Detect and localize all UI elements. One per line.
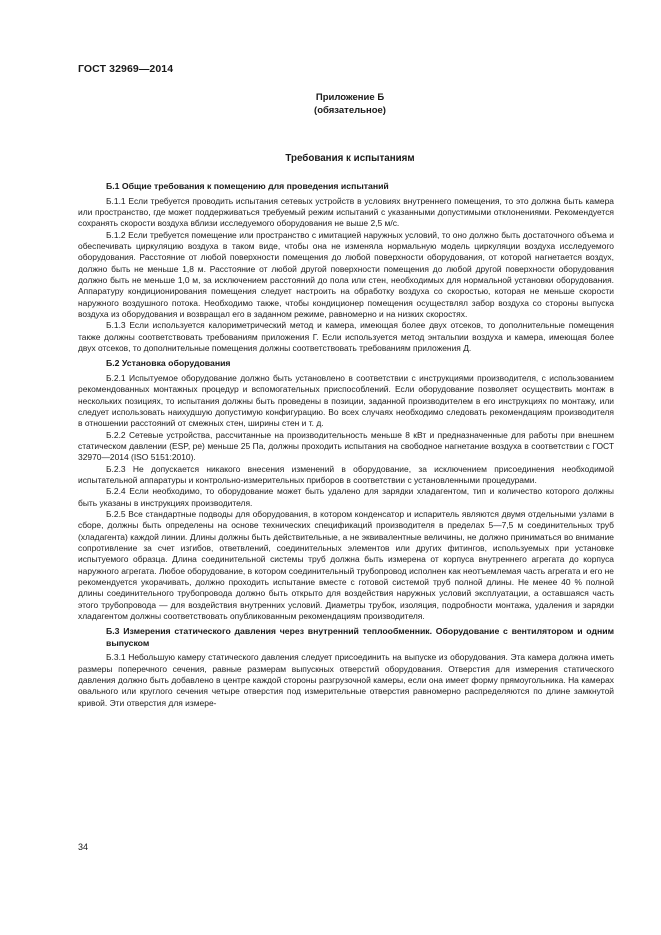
- appendix-heading: [200, 91, 500, 117]
- paragraph: Б.2.3 Не допускается никакого внесения изменений в оборудование, за исключением присоединения необходимой испытательной аппаратуры и контрольно-измерительных приборов в соответствии с установленными процедурами.: [78, 463, 614, 485]
- subsection-heading: Б.1 Общие требования к помещению для проведения испытаний: [106, 181, 389, 191]
- appendix-status: (обязательное): [314, 105, 386, 116]
- paragraph: Б.2.5 Все стандартные подводы для оборудования, в котором конденсатор и испаритель являются двумя отдельными узлами в сборе, должны быть определены на основе технических спецификаций производителя в пределах 5—7,5 м соединительных труб (хладагента) каждой линии. Длины должны быть действительные, а не эквивалентные величины, не должно приниматься во внимание сопротивление за счет изгибов, ответвлений, соединительных элементов или других фитингов, используемых при установке испытуемого образца. Длина соединительной системы труб должна быть измерена от корпуса внутреннего агрегата до корпуса наружного агрегата. Любое оборудование, в котором соединительный трубопровод исполнен как неотъемлемая часть агрегата и его не рекомендуется укорачивать, должно проходить испытание вместе с готовой системой труб полной длины. Не менее 40 % полной длины соединительного трубопровода должно быть открыто для воздействия наружных условий эксплуатации, а оставшаяся часть этого трубопровода — для воздействия внутренних условий. Диаметры трубок, изоляция, подробности монтажа, удаления и зарядки хладагентом должны соответствовать опубликованным рекомендациям производителя.: [78, 508, 614, 622]
- paragraph: Б.2.4 Если необходимо, то оборудование может быть удалено для зарядки хладагентом, тип и количество которого должны быть указаны в инструкциях производителя.: [78, 486, 614, 508]
- appendix-title: Приложение Б: [315, 92, 385, 103]
- page-number: 34: [78, 842, 89, 852]
- section-title: Требования к испытаниям: [285, 153, 415, 164]
- paragraph: Б.2.1 Испытуемое оборудование должно быть установлено в соответствии с инструкциями производителя, с использованием рекомендованных монтажных процедур и вспомогательных приспособлений. Если оборудование позволяет осуществить монтаж в нескольких позициях, то испытания должны быть проведены в позиции, заданной производителем в его инструкциях по монтажу, или следует использовать наихудшую допустимую конфигурацию. Во всех случаях необходимо следовать рекомендациям производителя в отношении расстояний от смежных стен, ширины стен и т. д.: [78, 372, 614, 429]
- paragraph: Б.3.1 Небольшую камеру статического давления следует присоединить на выпуске из оборудования. Эта камера должна иметь размеры поперечного сечения, равные размерам выпускных отверстий оборудования. Отверстия для измерения статического давления должно быть добавлено в центре каждой стороны разгрузочной камеры, если она имеет форму прямоугольника. На камерах овального или круглого сечения четыре отверстия под измерительные отверстия равномерно распределяются по длине замкнутой кривой. Эти отверстия для измере-: [78, 652, 614, 708]
- subsection-heading: Б.3 Измерения статического давления через внутренний теплообменник. Оборудование с вентилятором и одним выпуском: [106, 626, 614, 648]
- document-code: ГОСТ 32969—2014: [78, 63, 174, 75]
- paragraph: Б.1.3 Если используется калориметрический метод и камера, имеющая более двух отсеков, то дополнительные помещения также должны соответствовать требованиям приложения Г. Если используется метод энтальпии воздуха и камера, имеющая более двух отсеков, то дополнительные помещения должны соответствовать требованиям приложения Д.: [78, 320, 614, 353]
- paragraph: Б.2.2 Сетевые устройства, рассчитанные на производительность меньше 8 кВт и предназначенные для работы при внешнем статическом давлении (ESP, pe) меньше 25 Па, должны проходить испытания на свободное нагнетание воздуха в соответствии с ГОСТ 32970—2014 (ISO 5151:2010).: [78, 429, 614, 463]
- paragraph: Б.1.2 Если требуется помещение или пространство с имитацией наружных условий, то оно должно быть достаточного объема и обеспечивать циркуляцию воздуха в таком виде, чтобы она не изменяла нормальную модель циркуляции воздуха исследуемого оборудования. Расстояние от любой поверхности помещения до любой поверхности оборудования, от которой нагнетается воздух, должно быть не меньше 1,8 м. Расстояние от любой другой поверхности помещения до любой другой поверхности оборудования должно быть не меньше 1,0 м, за исключением расстояний до пола или стен, необходимых для нормальной установки оборудования. Аппаратуру кондиционирования помещения следует настроить на обработку воздуха со скоростью, которая не меньше скорости наружного воздушного потока. Необходимо также, чтобы кондиционер помещения осуществлял забор воздуха со стороны выпуска воздуха из оборудования и возвращал его в заданном режиме, равномерно и на низких скоростях.: [78, 229, 614, 319]
- document-body: [78, 181, 614, 709]
- subsection-heading: Б.2 Установка оборудования: [106, 358, 231, 369]
- paragraph: Б.1.1 Если требуется проводить испытания сетевых устройств в условиях внутреннего помещения, то это должна быть камера или пространство, где может поддерживаться требуемый режим испытаний с указанными допустимыми отклонениями. Рекомендуется сохранять скорости воздуха вблизи исследуемого оборудования не выше 2,5 м/с.: [78, 195, 614, 229]
